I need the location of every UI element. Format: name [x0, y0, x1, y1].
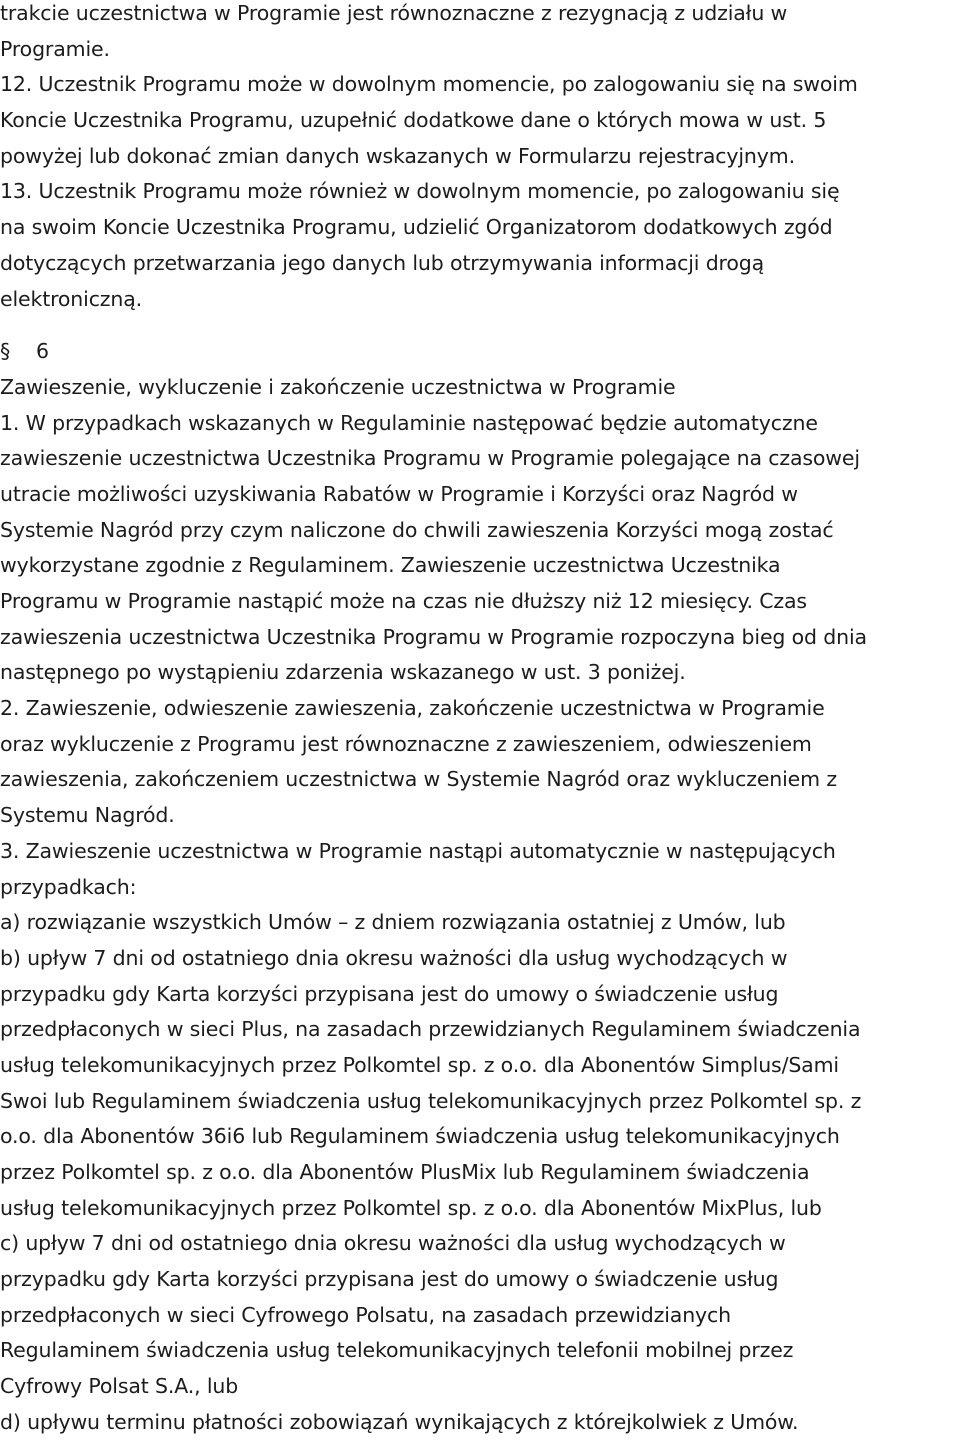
paragraph-gap	[0, 317, 960, 334]
text-line: Programie.	[0, 36, 110, 61]
text-line: utracie możliwości uzyskiwania Rabatów w Programie i Korzyści oraz Nagród w	[0, 481, 798, 506]
text-line: Systemie Nagród przy czym naliczone do chwili zawieszenia Korzyści mogą zostać	[0, 517, 834, 542]
text-line: zawieszenia uczestnictwa Uczestnika Programu w Programie rozpoczyna bieg od dnia	[0, 624, 867, 649]
text-line: przedpłaconych w sieci Cyfrowego Polsatu, na zasadach przewidzianych	[0, 1302, 731, 1327]
text-line: Koncie Uczestnika Programu, uzupełnić dodatkowe dane o których mowa w ust. 5	[0, 108, 827, 133]
text-line: na swoim Koncie Uczestnika Programu, udzielić Organizatorom dodatkowych zgód	[0, 215, 833, 240]
text-line: usług telekomunikacyjnych przez Polkomtel sp. z o.o. dla Abonentów MixPlus, lub	[0, 1195, 822, 1220]
section-number: 6	[36, 339, 49, 364]
section-title: Zawieszenie, wykluczenie i zakończenie uczestnictwa w Programie	[0, 374, 676, 399]
text-line: usług telekomunikacyjnych przez Polkomtel sp. z o.o. dla Abonentów Simplus/Sami	[0, 1052, 839, 1077]
text-line: d) upływu terminu płatności zobowiązań wynikających z którejkolwiek z Umów.	[0, 1409, 799, 1434]
text-line: wykorzystane zgodnie z Regulaminem. Zawieszenie uczestnictwa Uczestnika	[0, 553, 781, 578]
text-line: zawieszenia, zakończeniem uczestnictwa w Systemie Nagród oraz wykluczeniem z	[0, 767, 837, 792]
text-line: c) upływ 7 dni od ostatniego dnia okresu ważności dla usług wychodzących w	[0, 1231, 786, 1256]
text-line: 12. Uczestnik Programu może w dowolnym momencie, po zalogowaniu się na swoim	[0, 72, 858, 97]
text-line: Swoi lub Regulaminem świadczenia usług telekomunikacyjnych przez Polkomtel sp. z	[0, 1088, 862, 1113]
text-line: Cyfrowy Polsat S.A., lub	[0, 1374, 239, 1399]
text-line: o.o. dla Abonentów 36i6 lub Regulaminem świadczenia usług telekomunikacyjnych	[0, 1124, 840, 1149]
text-line: Programu w Programie nastąpić może na czas nie dłuższy niż 12 miesięcy. Czas	[0, 589, 807, 613]
text-line: 2. Zawieszenie, odwieszenie zawieszenia, zakończenie uczestnictwa w Programie	[0, 696, 825, 721]
text-line: przez Polkomtel sp. z o.o. dla Abonentów PlusMix lub Regulaminem świadczenia	[0, 1160, 810, 1184]
text-line: powyżej lub dokonać zmian danych wskazanych w Formularzu rejestracyjnym.	[0, 143, 795, 168]
text-line: 1. W przypadkach wskazanych w Regulaminie następować będzie automatyczne	[0, 410, 818, 435]
text-line: elektroniczną.	[0, 286, 143, 311]
section-heading-number	[0, 334, 960, 370]
text-line: zawieszenie uczestnictwa Uczestnika Programu w Programie polegające na czasowej	[0, 446, 860, 471]
text-line: dotyczących przetwarzania jego danych lub otrzymywania informacji drogą	[0, 250, 765, 275]
text-line: a) rozwiązanie wszystkich Umów – z dniem rozwiązania ostatniej z Umów, lub	[0, 910, 786, 935]
section-sign: §	[0, 339, 11, 364]
text-line: przypadkach:	[0, 874, 137, 899]
text-line: 3. Zawieszenie uczestnictwa w Programie nastąpi automatycznie w następujących	[0, 838, 836, 863]
text-line: Regulaminem świadczenia usług telekomunikacyjnych telefonii mobilnej przez	[0, 1338, 794, 1363]
text-line: przedpłaconych w sieci Plus, na zasadach przewidzianych Regulaminem świadczenia	[0, 1017, 861, 1042]
text-line: przypadku gdy Karta korzyści przypisana jest do umowy o świadczenie usług	[0, 981, 779, 1006]
text-line: przypadku gdy Karta korzyści przypisana jest do umowy o świadczenie usług	[0, 1267, 779, 1292]
text-line: następnego po wystąpieniu zdarzenia wskazanego w ust. 3 poniżej.	[0, 660, 686, 685]
text-line: oraz wykluczenie z Programu jest równoznaczne z zawieszeniem, odwieszeniem	[0, 731, 812, 756]
text-line: Systemu Nagród.	[0, 803, 175, 828]
text-line: trakcie uczestnictwa w Programie jest równoznaczne z rezygnacją z udziału w	[0, 1, 788, 25]
text-line: 13. Uczestnik Programu może również w dowolnym momencie, po zalogowaniu się	[0, 179, 840, 204]
text-line: b) upływ 7 dni od ostatniego dnia okresu ważności dla usług wychodzących w	[0, 945, 788, 970]
